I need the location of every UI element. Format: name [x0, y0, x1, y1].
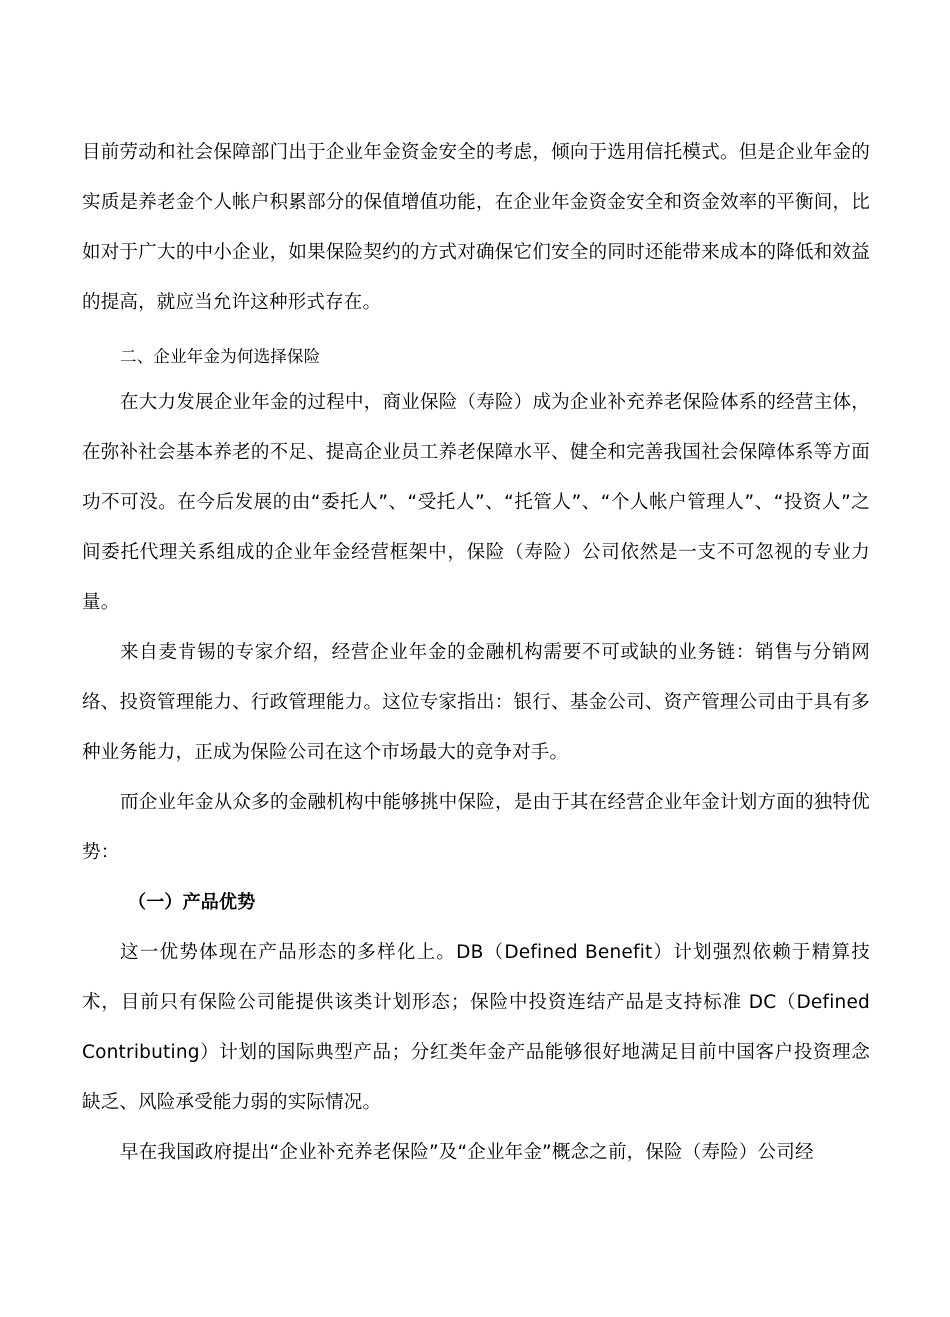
paragraph-commercial-insurance: 在大力发展企业年金的过程中，商业保险（寿险）成为企业补充养老保险体系的经营主体，在弥补社会基本养老的不足、提高企业员工养老保障水平、健全和完善我国社会保障体系等方面功不可没。在今后发展的由“委托人”、“受托人”、“托管人”、“个人帐户管理人”、“投资人”之间委托代理关系组成的企业年金经营框架中，保险（寿险）公司依然是一支不可忽视的专业力量。	[82, 392, 870, 613]
document-body	[82, 128, 870, 1178]
paragraph-mckinsey-expert: 来自麦肯锡的专家介绍，经营企业年金的金融机构需要不可或缺的业务链：销售与分销网络、投资管理能力、行政管理能力。这位专家指出：银行、基金公司、资产管理公司由于具有多种业务能力，正成为保险公司在这个市场最大的竞争对手。	[82, 642, 870, 763]
paragraph-early-history: 早在我国政府提出“企业补充养老保险”及“企业年金”概念之前，保险（寿险）公司经	[120, 1142, 814, 1163]
paragraph-product-diversity: 这一优势体现在产品形态的多样化上。DB（Defined Benefit）计划强烈依赖于精算技术，目前只有保险公司能提供该类计划形态；保险中投资连结产品是支持标准 DC（Defined Contributing）计划的国际典型产品；分红类年金产品能够很好地满足目前中国客户投资理念缺乏、风险承受能力弱的实际情况。	[82, 942, 870, 1113]
subheading-product-advantage: （一）产品优势	[128, 892, 256, 913]
paragraph-unique-advantages: 而企业年金从众多的金融机构中能够挑中保险，是由于其在经营企业年金计划方面的独特优势：	[82, 792, 870, 863]
paragraph-trust-model: 目前劳动和社会保障部门出于企业年金资金安全的考虑，倾向于选用信托模式。但是企业年金的实质是养老金个人帐户积累部分的保值增值功能，在企业年金资金安全和资金效率的平衡间，比如对于广大的中小企业，如果保险契约的方式对确保它们安全的同时还能带来成本的降低和效益的提高，就应当允许这种形式存在。	[82, 142, 870, 313]
section-heading-why-insurance: 二、企业年金为何选择保险	[120, 347, 321, 366]
